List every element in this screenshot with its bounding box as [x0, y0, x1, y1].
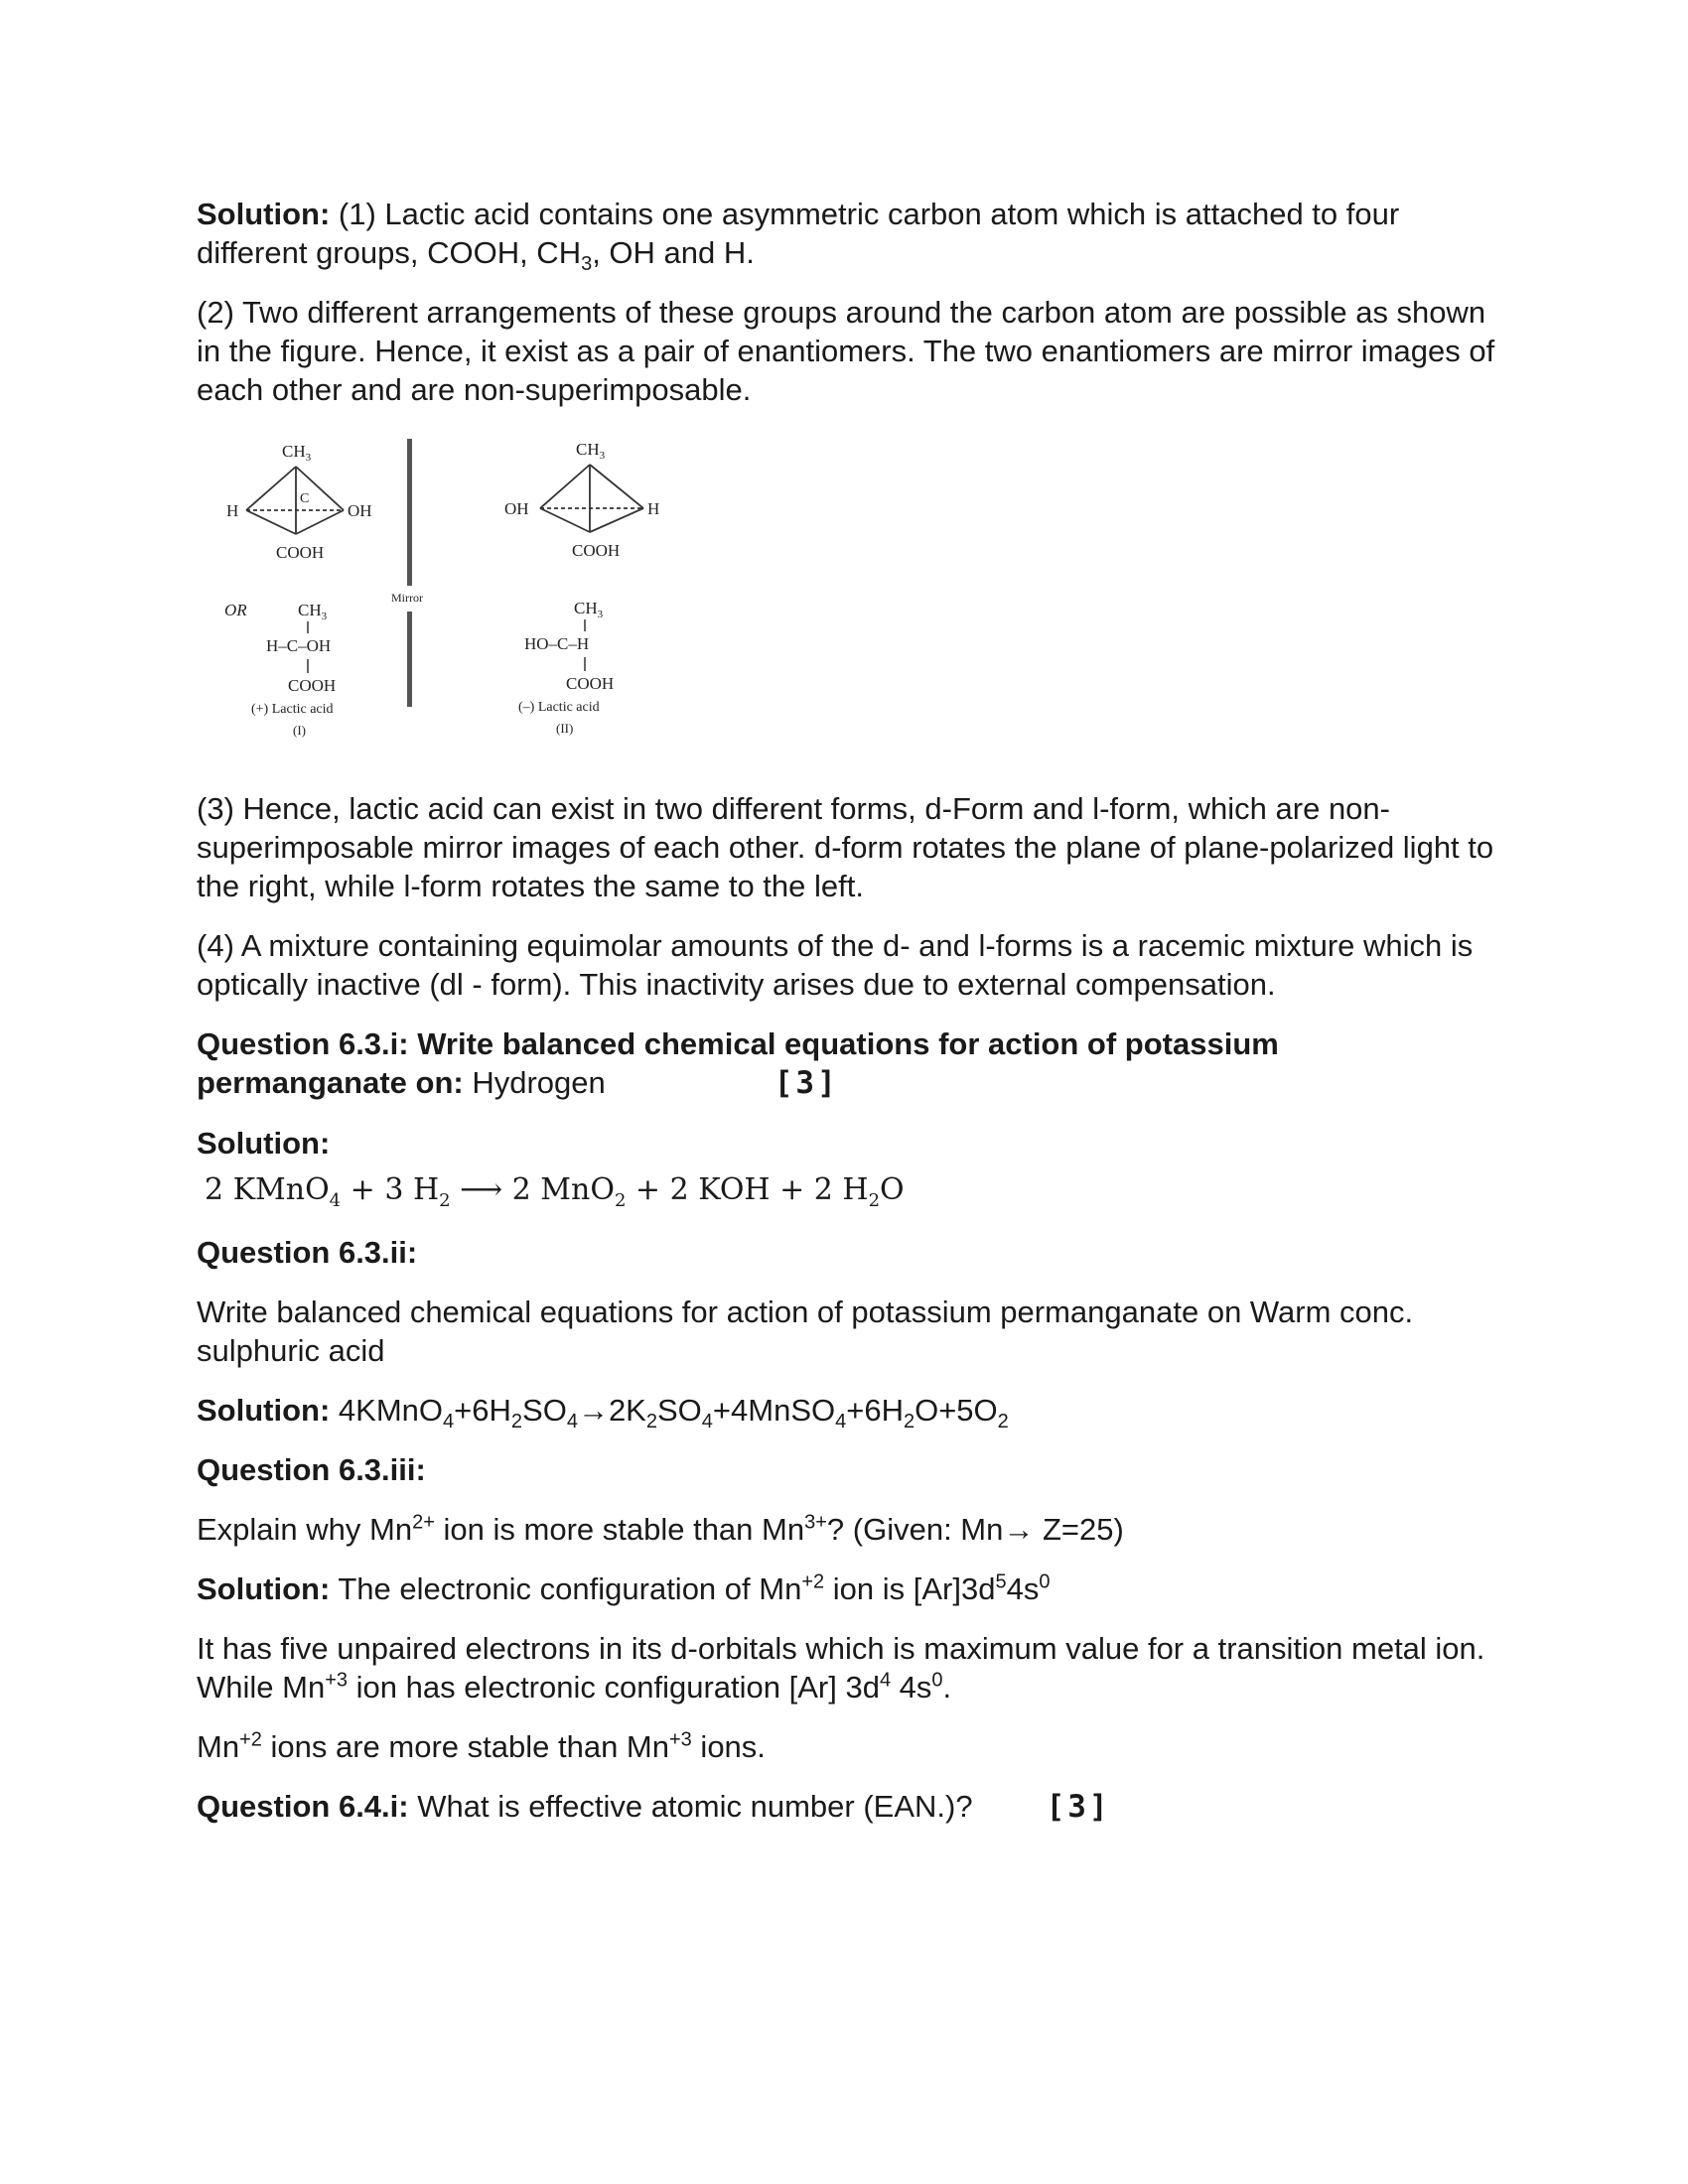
marks-badge: [3]	[1046, 1789, 1111, 1825]
form-ii-label: (II)	[556, 721, 574, 736]
solution-6-3-iii-conclusion: $Mn^{+2}$ ions are more stable than $Mn^{+3}$ ions.	[197, 1728, 766, 1764]
fischer-right-center: HO–C–H	[524, 634, 590, 653]
solution-label: Solution:	[197, 197, 331, 231]
solution-6-3-iii: Solution: The electronic configuration of $Mn^{+2}$ ion is $[Ar]3d^54s^0$	[197, 1570, 1051, 1606]
question-6-3-iii-text: Explain why $Mn^{2+}$ ion is more stable than $Mn^{3+}$? (Given: Mn→ Z=25)	[197, 1511, 1124, 1547]
question-6-4-i: Question 6.4.i: What is effective atomic number (EAN.)? [3]	[197, 1789, 1111, 1825]
mirror-label: Mirror	[391, 591, 423, 605]
left-oh-label: OH	[348, 501, 372, 520]
solution-3-para: (3) Hence, lactic acid can exist in two different forms, d-Form and l-form, which are non-superimposable mirror images of each other. d-form rotates the plane of plane-polarized light to the right, while l-form rotates the same to the left.	[197, 791, 1494, 903]
sulphuric-acid-equation: $4KMnO_4+6H_2SO_4\to 2K_2SO_4+4MnSO_4+6H_2O+5O_2$	[338, 1393, 1009, 1433]
fischer-right-cooh: COOH	[566, 674, 615, 693]
solution-6-3-ii: Solution: $4KMnO_4+6H_2SO_4\to 2K_2SO_4+4MnSO_4+6H_2O+5O_2$	[197, 1393, 1009, 1433]
left-ch3-label: $CH_3$	[282, 442, 312, 464]
solution-1-para: Solution: (1) Lactic acid contains one asymmetric carbon atom which is attached to four different groups, COOH, $CH_3$, OH and H.	[197, 197, 1400, 276]
kmno4-hydrogen-equation: 2 KMnO$_4$ + 3 $H_2$ ⟶ 2 MnO$_2$ + 2 KOH + 2 $H_2O$	[205, 1172, 905, 1211]
right-h-label: H	[647, 499, 660, 518]
right-oh-label: OH	[504, 499, 529, 518]
solution-2-para: (2) Two different arrangements of these groups around the carbon atom are possible as shown in the figure. Hence, it exist as a pair of enantiomers. The two enantiomers are mirror images of each other and are non-superimposable.	[197, 295, 1495, 407]
solution-6-3-i-label: Solution:	[197, 1126, 331, 1160]
left-h-label: H	[226, 501, 239, 520]
fischer-left-cooh: COOH	[288, 676, 337, 695]
or-label: OR	[224, 601, 247, 619]
right-tetrahedron	[540, 465, 643, 532]
question-6-3-i: Question 6.3.i: Write balanced chemical equations for action of potassium permanganate on: Hydrogen [3]	[197, 1026, 1279, 1101]
plus-lactic-acid-label: (+) Lactic acid	[251, 702, 334, 717]
fischer-left-center: H–C–OH	[266, 636, 332, 655]
left-cooh-label: COOH	[276, 543, 325, 562]
left-c-label: C	[300, 491, 310, 506]
right-cooh-label: COOH	[572, 541, 621, 560]
minus-lactic-acid-label: (–) Lactic acid	[518, 700, 600, 715]
lactic-acid-enantiomers-figure	[197, 431, 693, 768]
document-page	[197, 195, 1497, 1827]
form-i-label: (I)	[293, 723, 306, 738]
question-6-3-ii-text: Write balanced chemical equations for action of potassium permanganate on Warm conc. sulphuric acid	[197, 1295, 1414, 1368]
left-tetrahedron	[246, 467, 344, 534]
mirror-lower-bar	[407, 612, 412, 707]
right-ch3-label: $CH_3$	[576, 440, 606, 462]
fischer-right-ch3: $CH_3$	[574, 599, 604, 620]
fischer-left-ch3: $CH_3$	[298, 601, 328, 622]
solution-4-para: (4) A mixture containing equimolar amounts of the d- and l-forms is a racemic mixture which is optically inactive (dl - form). This inactivity arises due to external compensation.	[197, 928, 1474, 1002]
mirror-upper-bar	[407, 439, 412, 586]
marks-badge: [3]	[774, 1065, 839, 1101]
solution-6-3-iii-explanation: It has five unpaired electrons in its d-orbitals which is maximum value for a transition metal ion. While $Mn^{+3}$ ion has electronic configuration [Ar] $3d^4$ $4s^0$.	[197, 1631, 1485, 1705]
question-6-3-ii: Question 6.3.ii:	[197, 1235, 418, 1270]
question-6-3-iii: Question 6.3.iii:	[197, 1452, 426, 1487]
